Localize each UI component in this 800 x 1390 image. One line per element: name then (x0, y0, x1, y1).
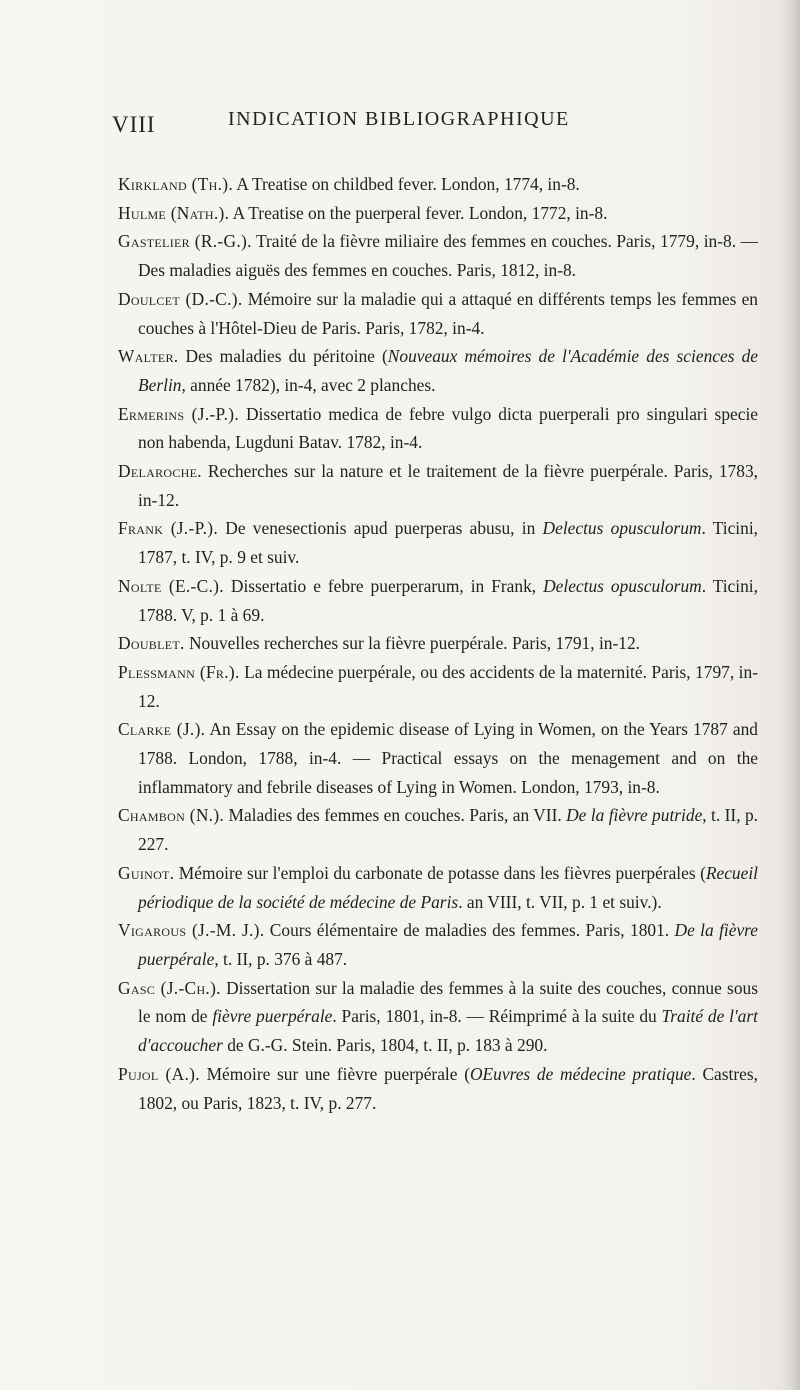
entry-text: Mémoire sur la maladie qui a attaqué en différents temps les femmes en couches à l'Hôtel-Dieu de Paris. Paris, 1782, in-4. (138, 288, 759, 338)
entry-title-italic: De la fièvre putride (566, 805, 703, 826)
bibliography-entry (118, 715, 758, 801)
entry-text: A Treatise on the puerperal fever. London, 1772, in-8. (229, 202, 608, 223)
bibliography-entry (118, 859, 758, 916)
bibliography-entry (118, 199, 758, 228)
bibliography-entry (118, 1060, 758, 1117)
entry-author: Vigarous (J.-M. J.). (118, 920, 265, 941)
entry-text-after: , t. II, p. 227. (138, 805, 758, 855)
entry-text-after: . Paris, 1801, in-8. — Réimprimé à la suite du (332, 1006, 662, 1027)
entry-author: Doublet. (118, 633, 185, 654)
entry-author: Walter. (118, 346, 179, 367)
entry-text: Traité de la fièvre miliaire des femmes en couches. Paris, 1779, in-8. — Des maladies aiguës des femmes en couches. Paris, 1812, in-8. (138, 231, 759, 281)
entry-author: Hulme (Nath.). (118, 202, 230, 223)
bibliography-entry (118, 916, 758, 973)
entry-author: Delaroche. (118, 461, 202, 482)
entry-title-italic: Traité de l'art d'accoucher (138, 1006, 758, 1056)
entry-text-after: . Ticini, 1787, t. IV, p. 9 et suiv. (138, 518, 758, 568)
page-number: VIII (112, 112, 156, 137)
entry-author: Gastelier (R.-G.). (118, 231, 252, 252)
entry-author: Ermerins (J.-P.). (118, 403, 239, 424)
bibliography-entry (118, 801, 758, 858)
entry-text-after: de G.-G. Stein. Paris, 1804, t. II, p. 183 à 290. (222, 1035, 548, 1056)
bibliography-entry (118, 572, 758, 629)
entry-text: La médecine puerpérale, ou des accidents de la maternité. Paris, 1797, in-12. (138, 661, 758, 711)
entry-title-italic: De la fièvre puerpérale (138, 920, 759, 969)
entry-text: Des maladies du péritoine ( (178, 346, 388, 367)
running-title: INDICATION BIBLIOGRAPHIQUE (228, 108, 570, 130)
entry-author: Nolte (E.-C.). (118, 575, 224, 596)
entry-text: Mémoire sur une fièvre puerpérale ( (199, 1063, 470, 1084)
bibliography-entry (118, 285, 758, 342)
entry-title-italic: Recueil périodique de la société de médecine de Paris (138, 862, 758, 912)
bibliography-list (118, 170, 758, 1117)
entry-title-italic: Delectus opusculorum (543, 575, 702, 596)
entry-author: Pujol (A.). (118, 1063, 200, 1084)
bibliography-entry (118, 514, 758, 571)
bibliography-entry (118, 974, 758, 1060)
entry-text: An Essay on the epidemic disease of Lying in Women, on the Years 1787 and 1788. London, 1788, in-4. — Practical essays on the menagement and on the inflammatory and febrile diseases of Lying in Women. London, 1793, in-8. (138, 719, 758, 797)
entry-text-after: . Ticini, 1788. V, p. 1 à 69. (138, 575, 758, 625)
bibliography-entry (118, 629, 758, 658)
entry-author: Plessmann (Fr.). (118, 661, 240, 682)
page-header (112, 104, 732, 144)
entry-text-after: . Castres, 1802, ou Paris, 1823, t. IV, p. 277. (138, 1063, 758, 1113)
entry-author: Guinot. (118, 862, 175, 883)
entry-title-italic: Nouveaux mémoires de l'Académie des sciences de Berlin (138, 346, 758, 395)
bibliography-entry (118, 227, 758, 284)
page-edge-shadow (782, 0, 800, 1390)
entry-text: Cours élémentaire de maladies des femmes. Paris, 1801. (264, 920, 675, 941)
entry-title-italic: OEuvres de médecine pratique (470, 1063, 692, 1084)
entry-text-after: . an VIII, t. VII, p. 1 et suiv.). (458, 891, 662, 912)
entry-text: Mémoire sur l'emploi du carbonate de potasse dans les fièvres puerpérales ( (174, 862, 706, 883)
entry-title-italic: Delectus opusculorum (542, 518, 702, 539)
entry-author: Clarke (J.). (118, 719, 206, 740)
entry-author: Gasc (J.-Ch.). (118, 977, 221, 998)
entry-text: Recherches sur la nature et le traitement de la fièvre puerpérale. Paris, 1783, in-12. (138, 461, 758, 510)
entry-text: Maladies des femmes en couches. Paris, an VII. (224, 805, 567, 826)
bibliography-entry (118, 658, 758, 715)
bibliography-entry (118, 400, 758, 457)
entry-author: Kirkland (Th.). (118, 174, 233, 194)
bibliography-entry (118, 342, 758, 399)
entry-text: Nouvelles recherches sur la fièvre puerpérale. Paris, 1791, in-12. (184, 633, 641, 654)
entry-author: Chambon (N.). (118, 805, 225, 826)
bibliography-entry (118, 457, 758, 514)
entry-author: Doulcet (D.-C.). (118, 288, 243, 309)
entry-text: De venesectionis apud puerperas abusu, in (218, 518, 543, 539)
entry-text-after: , année 1782), in-4, avec 2 planches. (181, 374, 436, 395)
bibliography-entry (118, 170, 758, 199)
entry-text: Dissertation sur la maladie des femmes à la suite des couches, connue sous le nom de (138, 977, 758, 1027)
entry-text: A Treatise on childbed fever. London, 1774, in-8. (232, 174, 580, 194)
entry-author: Frank (J.-P.). (118, 518, 219, 539)
entry-text: Dissertatio e febre puerperarum, in Frank, (223, 575, 544, 596)
entry-title-italic: fièvre puerpérale (212, 1006, 333, 1027)
entry-text: Dissertatio medica de febre vulgo dicta puerperali pro singulari specie non habenda, Lugduni Batav. 1782, in-4. (138, 403, 758, 453)
entry-text-after: , t. II, p. 376 à 487. (214, 948, 348, 969)
